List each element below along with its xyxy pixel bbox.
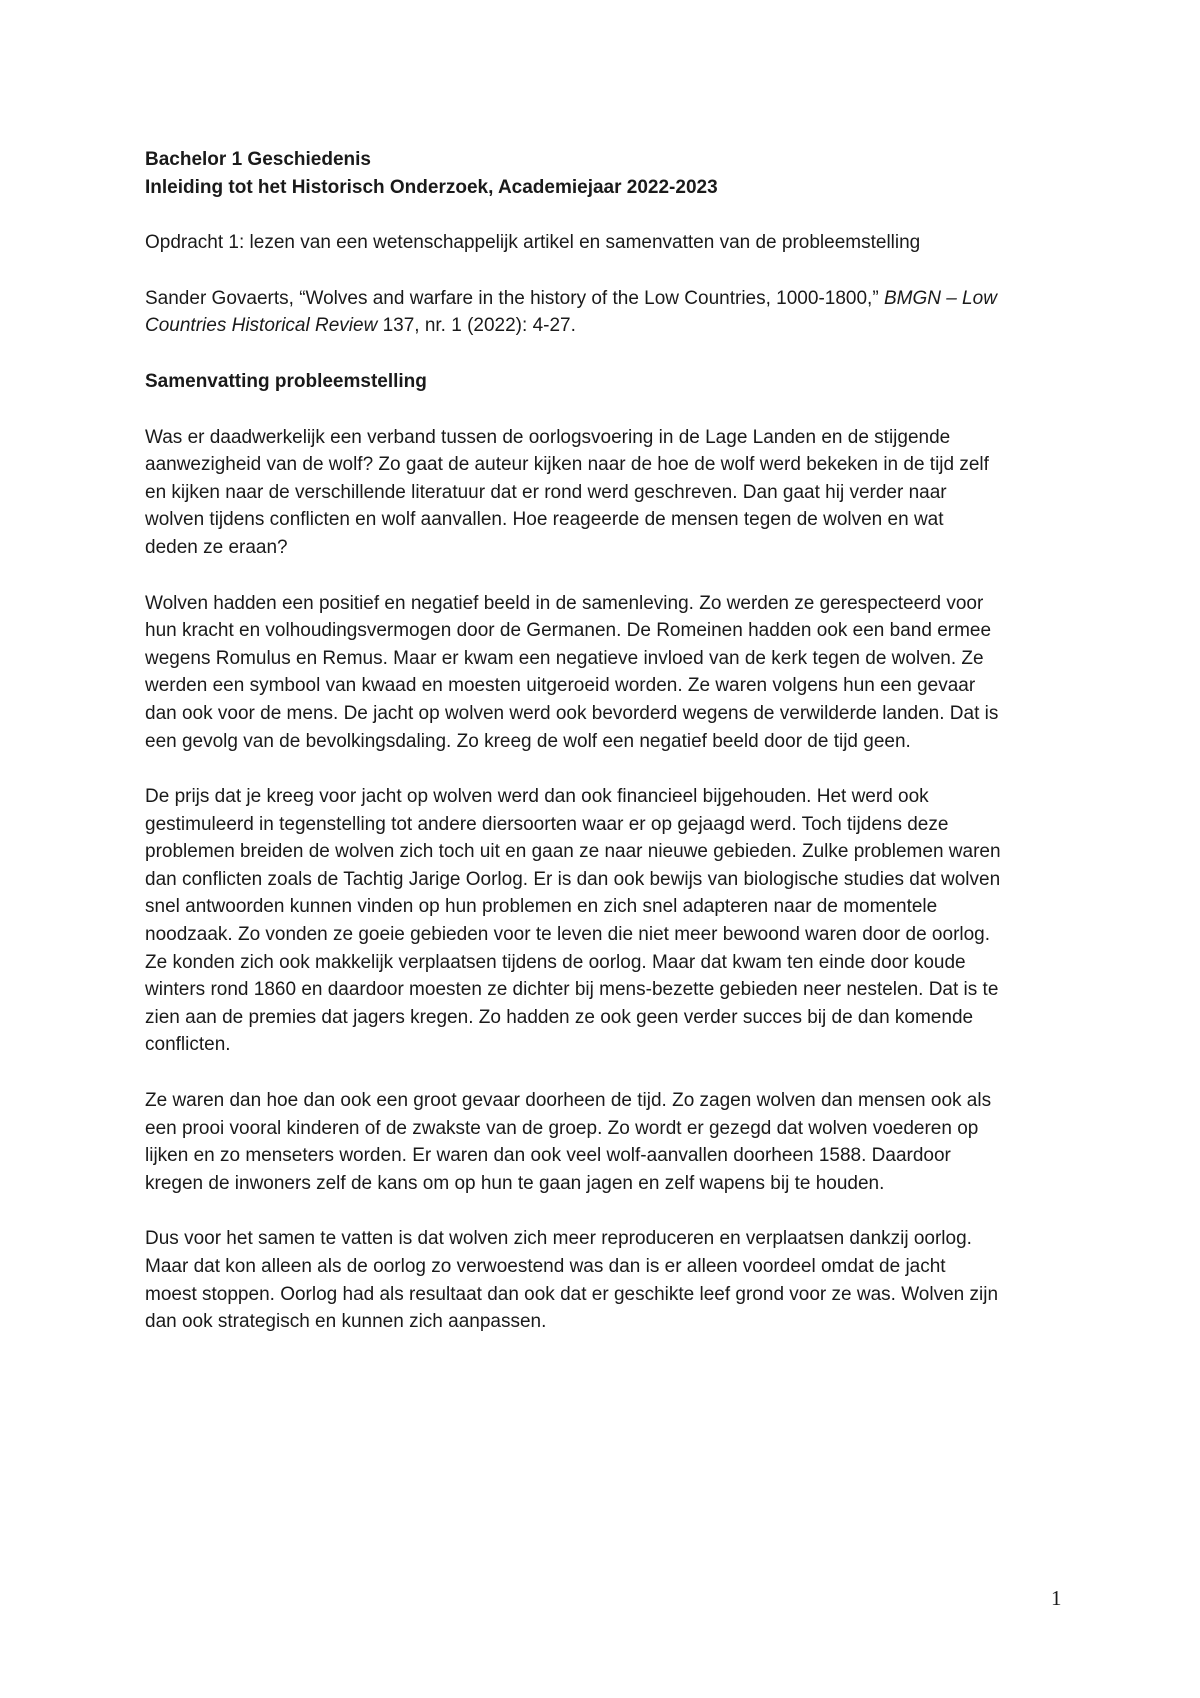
paragraph-line: wegens Romulus en Remus. Maar er kwam een negatieve invloed van de kerk tegen de wolven. Ze xyxy=(145,647,984,669)
paragraph-line: een prooi vooral kinderen of de zwakste van de groep. Zo wordt er gezegd dat wolven voederen op xyxy=(145,1117,979,1139)
paragraph-line: en kijken naar de verschillende literatuur dat er rond werd geschreven. Dan gaat hij verder naar xyxy=(145,481,947,503)
paragraph-line: een gevolg van de bevolkingsdaling. Zo kreeg de wolf een negatief beeld door de tijd geen. xyxy=(145,730,911,752)
summary-paragraph-2 xyxy=(145,590,1070,756)
paragraph-line: kregen de inwoners zelf de kans om op hun te gaan jagen en zelf wapens bij te houden. xyxy=(145,1172,885,1194)
paragraph-line: snel antwoorden kunnen vinden op hun problemen en zich snel adapteren naar de momentele xyxy=(145,896,938,918)
paragraph-line: lijken en zo menseters worden. Er waren dan ook veel wolf-aanvallen doorheen 1588. Daardoor xyxy=(145,1145,951,1167)
paragraph-line: dan conflicten zoals de Tachtig Jarige Oorlog. Er is dan ook bewijs van biologische studies dat wolven xyxy=(145,868,1001,890)
paragraph-line: Dus voor het samen te vatten is dat wolven zich meer reproduceren en verplaatsen dankzij oorlog. xyxy=(145,1228,972,1250)
paragraph-line: zien aan de premies dat jagers kregen. Zo hadden ze ook geen verder succes bij de dan komende xyxy=(145,1006,974,1028)
paragraph-line: Ze konden zich ook makkelijk verplaatsen tijdens de oorlog. Maar dat kwam ten einde door koude xyxy=(145,951,966,973)
page-number: 1 xyxy=(1051,1586,1062,1610)
citation-line-2 xyxy=(145,312,1070,340)
citation-journal-part1: BMGN – Low xyxy=(883,287,997,309)
paragraph-line: dan ook voor de mens. De jacht op wolven werd ook bevorderd wegens de verwilderde landen. Dat is xyxy=(145,702,999,724)
paragraph-line: Maar dat kon alleen als de oorlog zo verwoestend was dan is er alleen voordeel omdat de jacht xyxy=(145,1256,946,1277)
paragraph-line: moest stoppen. Oorlog had als resultaat dan ook dat er geschikte leef grond voor ze was. Wolven zijn xyxy=(145,1283,999,1305)
summary-paragraph-5 xyxy=(145,1225,1070,1335)
paragraph-line: noodzaak. Zo vonden ze goeie gebieden voor te leven die niet meer bewoond waren door de oorlog. xyxy=(145,924,991,946)
paragraph-line: winters rond 1860 en daardoor moesten ze dichter bij mens-bezette gebieden neer nestelen. Dat is te xyxy=(145,979,999,1001)
paragraph-line: conflicten. xyxy=(145,1034,231,1056)
paragraph-line: hun kracht en volhoudingsvermogen door de Germanen. De Romeinen hadden ook een band ermee xyxy=(145,620,992,642)
module-title: Inleiding tot het Historisch Onderzoek, Academiejaar 2022-2023 xyxy=(145,176,718,198)
paragraph-line: aanwezigheid van de wolf? Zo gaat de auteur kijken naar de hoe de wolf werd bekeken in de tijd zelf xyxy=(145,454,989,476)
citation-author-title: Sander Govaerts, “Wolves and warfare in the history of the Low Countries, 1000-1800,” xyxy=(145,287,879,309)
summary-paragraphs xyxy=(145,424,1070,1336)
paragraph-line: wolven tijdens conflicten en wolf aanvallen. Hoe reageerde de mensen tegen de wolven en wat xyxy=(145,509,944,531)
assignment-title: Opdracht 1: lezen van een wetenschappelijk artikel en samenvatten van de probleemstelling xyxy=(145,232,921,254)
summary-paragraph-4 xyxy=(145,1087,1070,1197)
document-body xyxy=(145,146,1070,1336)
paragraph-line: De prijs dat je kreeg voor jacht op wolven werd dan ook financieel bijgehouden. Het werd ook xyxy=(145,786,929,808)
citation-details: 137, nr. 1 (2022): 4-27. xyxy=(382,315,576,337)
citation-line-1 xyxy=(145,285,1070,313)
paragraph-line: gestimuleerd in tegenstelling tot andere diersoorten waar er op gejaagd werd. Toch tijdens deze xyxy=(145,813,949,835)
citation-journal-part2: Countries Historical Review xyxy=(145,315,378,337)
section-heading: Samenvatting probleemstelling xyxy=(145,370,427,392)
summary-paragraph-3 xyxy=(145,783,1070,1059)
summary-paragraph-1 xyxy=(145,424,1070,562)
paragraph-line: deden ze eraan? xyxy=(145,536,288,558)
paragraph-line: Ze waren dan hoe dan ook een groot gevaar doorheen de tijd. Zo zagen wolven dan mensen ook als xyxy=(145,1090,992,1112)
paragraph-line: werden een symbool van kwaad en moesten uitgeroeid worden. Ze waren volgens hun een gevaar xyxy=(145,675,976,697)
paragraph-line: dan ook strategisch en kunnen zich aanpassen. xyxy=(145,1311,547,1333)
course-title: Bachelor 1 Geschiedenis xyxy=(145,149,371,170)
paragraph-line: Was er daadwerkelijk een verband tussen de oorlogsvoering in de Lage Landen en de stijgende xyxy=(145,426,951,448)
paragraph-line: Wolven hadden een positief en negatief beeld in de samenleving. Zo werden ze gerespecteerd voor xyxy=(145,592,984,614)
paragraph-line: problemen breiden de wolven zich toch uit en gaan ze naar nieuwe gebieden. Zulke problemen waren xyxy=(145,841,1001,863)
